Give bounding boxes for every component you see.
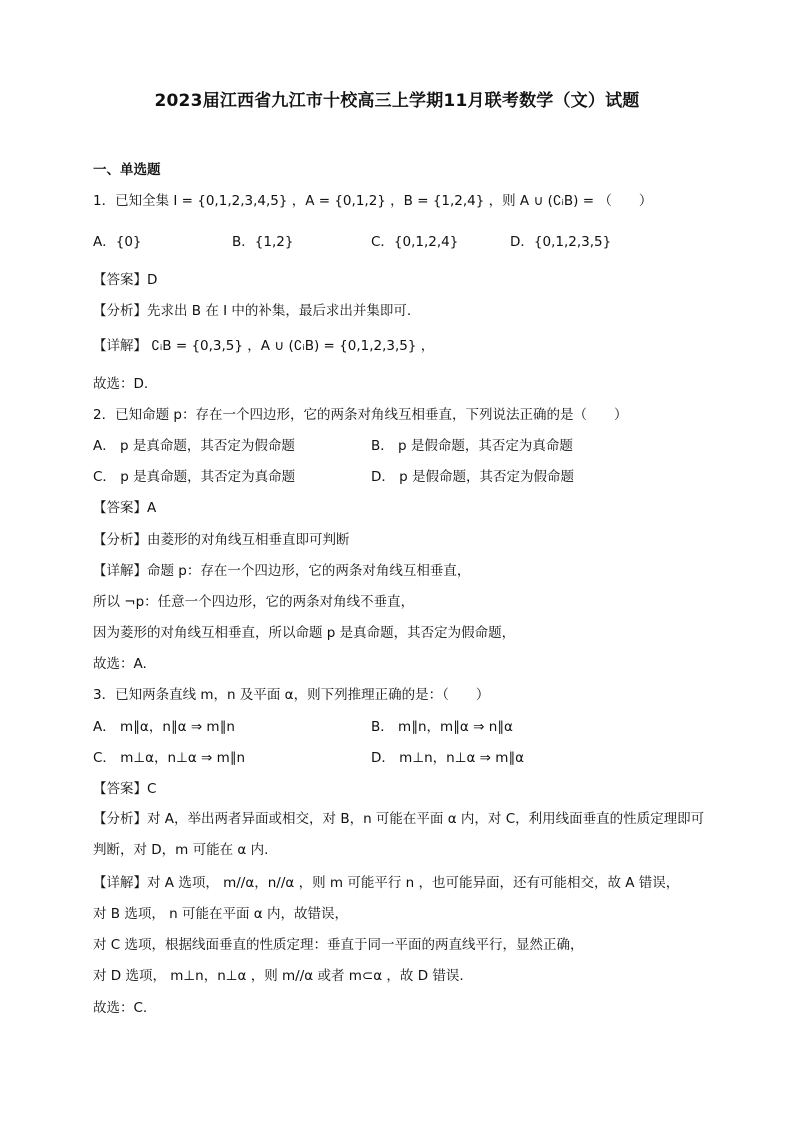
question-3-option-c: C． m⊥α，n⊥α ⇒ m∥n	[93, 750, 246, 766]
question-2-stem: 2．已知命题 p：存在一个四边形，它的两条对角线互相垂直，下列说法正确的是（ ）	[93, 407, 628, 423]
question-2-answer: 【答案】A	[93, 500, 157, 516]
question-3-analysis: 【分析】对 A，举出两者异面或相交，对 B，n 可能在平面 α 内，对 C，利用线面垂直的性质定理即可判断，对 D，m 可能在 α 内.	[93, 811, 705, 858]
question-3-stem: 3．已知两条直线 m，n 及平面 α，则下列推理正确的是：（ ）	[93, 687, 490, 703]
question-3-detail-2: 对 B 选项， n 可能在平面 α 内，故错误，	[93, 906, 348, 922]
section-heading: 一、单选题	[93, 162, 161, 178]
question-1-option-b: B．{1,2}	[232, 234, 294, 250]
question-1-detail: 【详解】 ∁ᵢB = {0,3,5} ，A ∪ (∁ᵢB) = {0,1,2,3,5} ，	[93, 338, 435, 354]
question-1-option-c: C．{0,1,2,4}	[371, 234, 459, 250]
question-1-analysis: 【分析】先求出 B 在 I 中的补集，最后求出并集即可.	[93, 303, 412, 319]
question-1-stem: 1．已知全集 I = {0,1,2,3,4,5} ，A = {0,1,2} ，B = {1,2,4} ，则 A ∪ (∁ᵢB) = （ ）	[93, 193, 653, 209]
question-2-option-c: C． p 是真命题，其否定为真命题	[93, 469, 296, 485]
question-2-detail-3: 因为菱形的对角线互相垂直，所以命题 p 是真命题，其否定为假命题，	[93, 625, 516, 641]
question-1-option-a: A．{0}	[93, 234, 142, 250]
question-2-option-b: B． p 是假命题，其否定为真命题	[371, 438, 573, 454]
question-2-option-d: D． p 是假命题，其否定为假命题	[371, 469, 575, 485]
question-2-option-a: A． p 是真命题，其否定为假命题	[93, 438, 295, 454]
question-1-option-d: D．{0,1,2,3,5}	[510, 234, 612, 250]
question-2-detail-2: 所以 ¬p：任意一个四边形，它的两条对角线不垂直，	[93, 594, 415, 610]
question-2-conclusion: 故选：A.	[93, 656, 147, 672]
question-3-detail-4: 对 D 选项， m⊥n，n⊥α ，则 m//α 或者 m⊂α ，故 D 错误.	[93, 968, 464, 984]
question-3-answer: 【答案】C	[93, 781, 157, 797]
question-1-conclusion: 故选：D.	[93, 376, 149, 392]
question-3-option-b: B． m∥n，m∥α ⇒ n∥α	[371, 719, 513, 735]
question-3-option-d: D． m⊥n，n⊥α ⇒ m∥α	[371, 750, 525, 766]
page-title: 2023届江西省九江市十校高三上学期11月联考数学（文）试题	[154, 91, 640, 111]
question-1-answer: 【答案】D	[93, 272, 158, 288]
question-3-detail: 【详解】对 A 选项， m//α，n//α ，则 m 可能平行 n ，也可能异面，还有可能相交，故 A 错误，	[93, 875, 680, 891]
question-2-detail: 【详解】命题 p：存在一个四边形，它的两条对角线互相垂直，	[93, 563, 471, 579]
question-3-option-a: A． m∥α，n∥α ⇒ m∥n	[93, 719, 235, 735]
question-3-detail-3: 对 C 选项，根据线面垂直的性质定理：垂直于同一平面的两直线平行，显然正确，	[93, 937, 584, 953]
question-2-analysis: 【分析】由菱形的对角线互相垂直即可判断	[93, 532, 350, 548]
question-3-conclusion: 故选：C.	[93, 1000, 148, 1016]
